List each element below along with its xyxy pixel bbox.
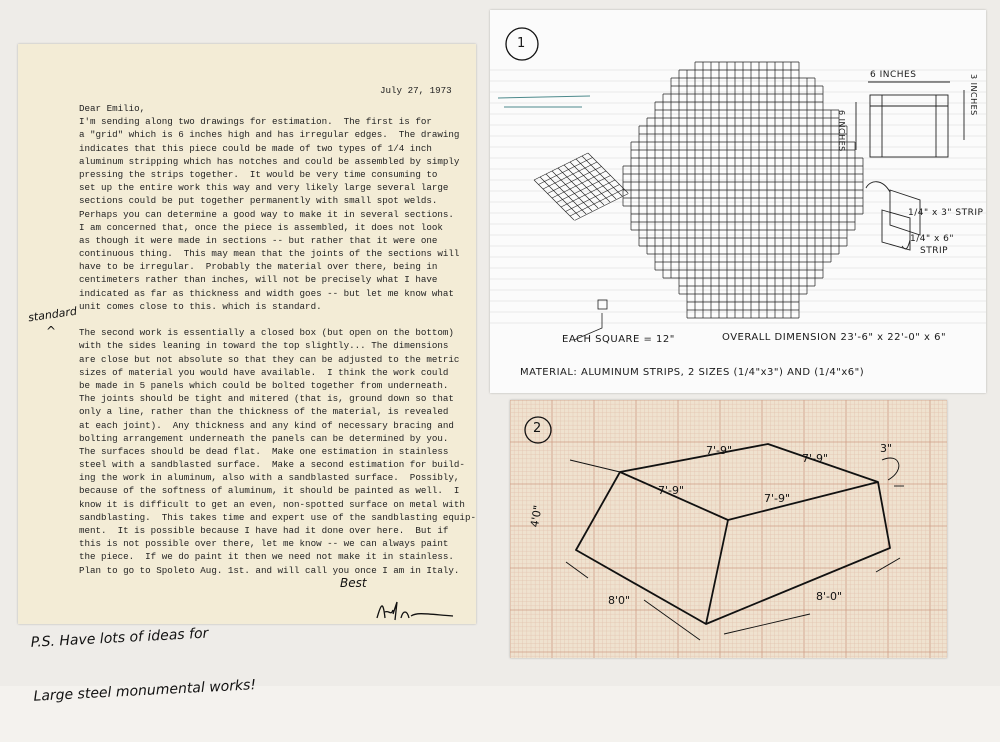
drawing-number: 2 [533, 421, 542, 436]
height-label: 6 INCHES [837, 110, 846, 152]
letter-line: Dear Emilio, [79, 103, 146, 114]
letter-line: the piece. If we do paint it then we need not make it in stainless. [79, 551, 454, 563]
letter-line: unit comes close to this. which is standard. [79, 300, 322, 312]
irregular-grid [623, 62, 863, 318]
typed-letter [18, 44, 476, 705]
top-left-dimension: 7'-9" [658, 484, 685, 497]
material-note: MATERIAL: ALUMINUM STRIPS, 2 SIZES (1/4"x3") AND (1/4"x6") [520, 367, 865, 378]
top-back-dimension: 7'-9" [706, 444, 733, 457]
strip-a-label: 1/4" x 3" STRIP [908, 208, 984, 218]
height-dimension: 4'0" [528, 504, 545, 529]
signature [373, 596, 458, 626]
margin-note: standard [27, 304, 78, 325]
insert-caret: ^ [46, 324, 57, 338]
letter-line: ing the work in aluminum, also with a sandblasted surface. Possibly, [79, 472, 460, 484]
letter-line: sizes of material you would have available. I think the work could [79, 366, 449, 378]
box-drawing-svg [510, 400, 947, 658]
letter-body [79, 102, 476, 577]
letter-line: Plan to go to Spoleto Aug. 1st. and will call you once I am in Italy. [79, 564, 460, 576]
letter-line: with the sides leaning in toward the top slightly... The dimensions [79, 340, 449, 352]
strip-b-label-2: STRIP [920, 246, 949, 256]
base-left-dimension: 8'0" [608, 594, 631, 607]
scale-note: EACH SQUARE = 12" [562, 334, 675, 345]
graph-paper-lines [510, 400, 947, 658]
letter-line: this is not possible over there, let me know -- we can always paint [79, 538, 449, 550]
letter-line: a "grid" which is 6 inches high and has irregular edges. The drawing [79, 129, 460, 141]
base-right-dimension: 8'-0" [816, 590, 843, 603]
postscript [28, 586, 258, 741]
letter-line: sections could be put together permanently with small spot welds. [79, 195, 438, 207]
strip-detail [856, 82, 964, 157]
postscript-line-1: P.S. Have lots of ideas for [30, 625, 209, 651]
letter-line: because of the softness of aluminum, it should be painted as well. I [79, 485, 460, 497]
letter-line: I'm sending along two drawings for estimation. The first is for [79, 116, 432, 128]
letter-line: steel with a sandblasted surface. Make a second estimation for build- [79, 459, 465, 471]
letter-line: The surfaces should be dead flat. Make one estimation in stainless [79, 445, 449, 457]
letter-line: sandblasting. This takes time and expert use of the sandblasting equip- [79, 511, 476, 523]
letter-line: indicates that this piece could be made of two types of 1/4 inch [79, 142, 432, 154]
letter-line: bolting arrangement underneath the panels can be determined by you. [79, 432, 449, 444]
letter-line: set up the entire work this way and very likely large several large [79, 182, 449, 194]
letter-line: ment. It is possible because I have had it done over here. But if [79, 525, 449, 536]
width-label: 6 INCHES [870, 70, 917, 80]
letter-date: July 27, 1973 [380, 85, 452, 96]
letter-line: be made in 5 panels which could be bolted together from underneath. [79, 379, 449, 391]
inset-dimension: 3" [880, 442, 893, 455]
letter-line: The joints should be tight and mitered (that is, ground down so that [79, 393, 454, 405]
letter-line: as though it were made in sections -- but rather that it were one [79, 234, 438, 246]
letter-line: pressing the strips together. It would be very time consuming to [79, 168, 438, 180]
letter-line: are close but not absolute so that they can be adjusted to the metric [79, 353, 460, 365]
side-label: 3 INCHES [969, 74, 978, 116]
graph-paper-lines [490, 70, 986, 323]
letter-line: continuous thing. This may mean that the joints of the sections will [79, 248, 460, 260]
letter-line: centimeters rather than inches, will not be precisely what I have [79, 274, 438, 286]
letter-line: Perhaps you can determine a good way to make it in several sections. [79, 208, 454, 220]
letter-line: indicated as far as thickness and width goes -- but let me know what [79, 287, 454, 299]
top-right-dimension: 7'-9" [802, 452, 829, 465]
postscript-line-2: Large steel monumental works! [33, 677, 257, 705]
strip-b-label: 1/4" x 6" [910, 234, 955, 244]
letter-line: at each joint). Any thickness and any kind of necessary bracing and [79, 419, 454, 431]
drawing-grid-sheet [490, 10, 986, 393]
letter-line: know it is difficult to get an even, non-spotted surface on metal with [79, 498, 465, 510]
perspective-sketch [534, 153, 629, 221]
drawing-number: 1 [517, 36, 526, 51]
drawing-box-sheet [510, 400, 947, 658]
letter-line: only a line, rather than the thickness of the material, is revealed [79, 406, 449, 418]
closing: Best [340, 576, 367, 590]
letter-line: The second work is essentially a closed box (but open on the bottom) [79, 327, 454, 339]
letter-line: I am concerned that, once the piece is assembled, it does not look [79, 221, 443, 233]
top-front-dimension: 7'-9" [764, 492, 791, 505]
letter-line [79, 313, 469, 326]
letter-line: aluminum stripping which has notches and could be assembled by simply [79, 155, 460, 167]
letter-line: have to be irregular. Probably the material over there, being in [79, 261, 438, 273]
overall-dimension: OVERALL DIMENSION 23'-6" x 22'-0" x 6" [722, 332, 947, 343]
